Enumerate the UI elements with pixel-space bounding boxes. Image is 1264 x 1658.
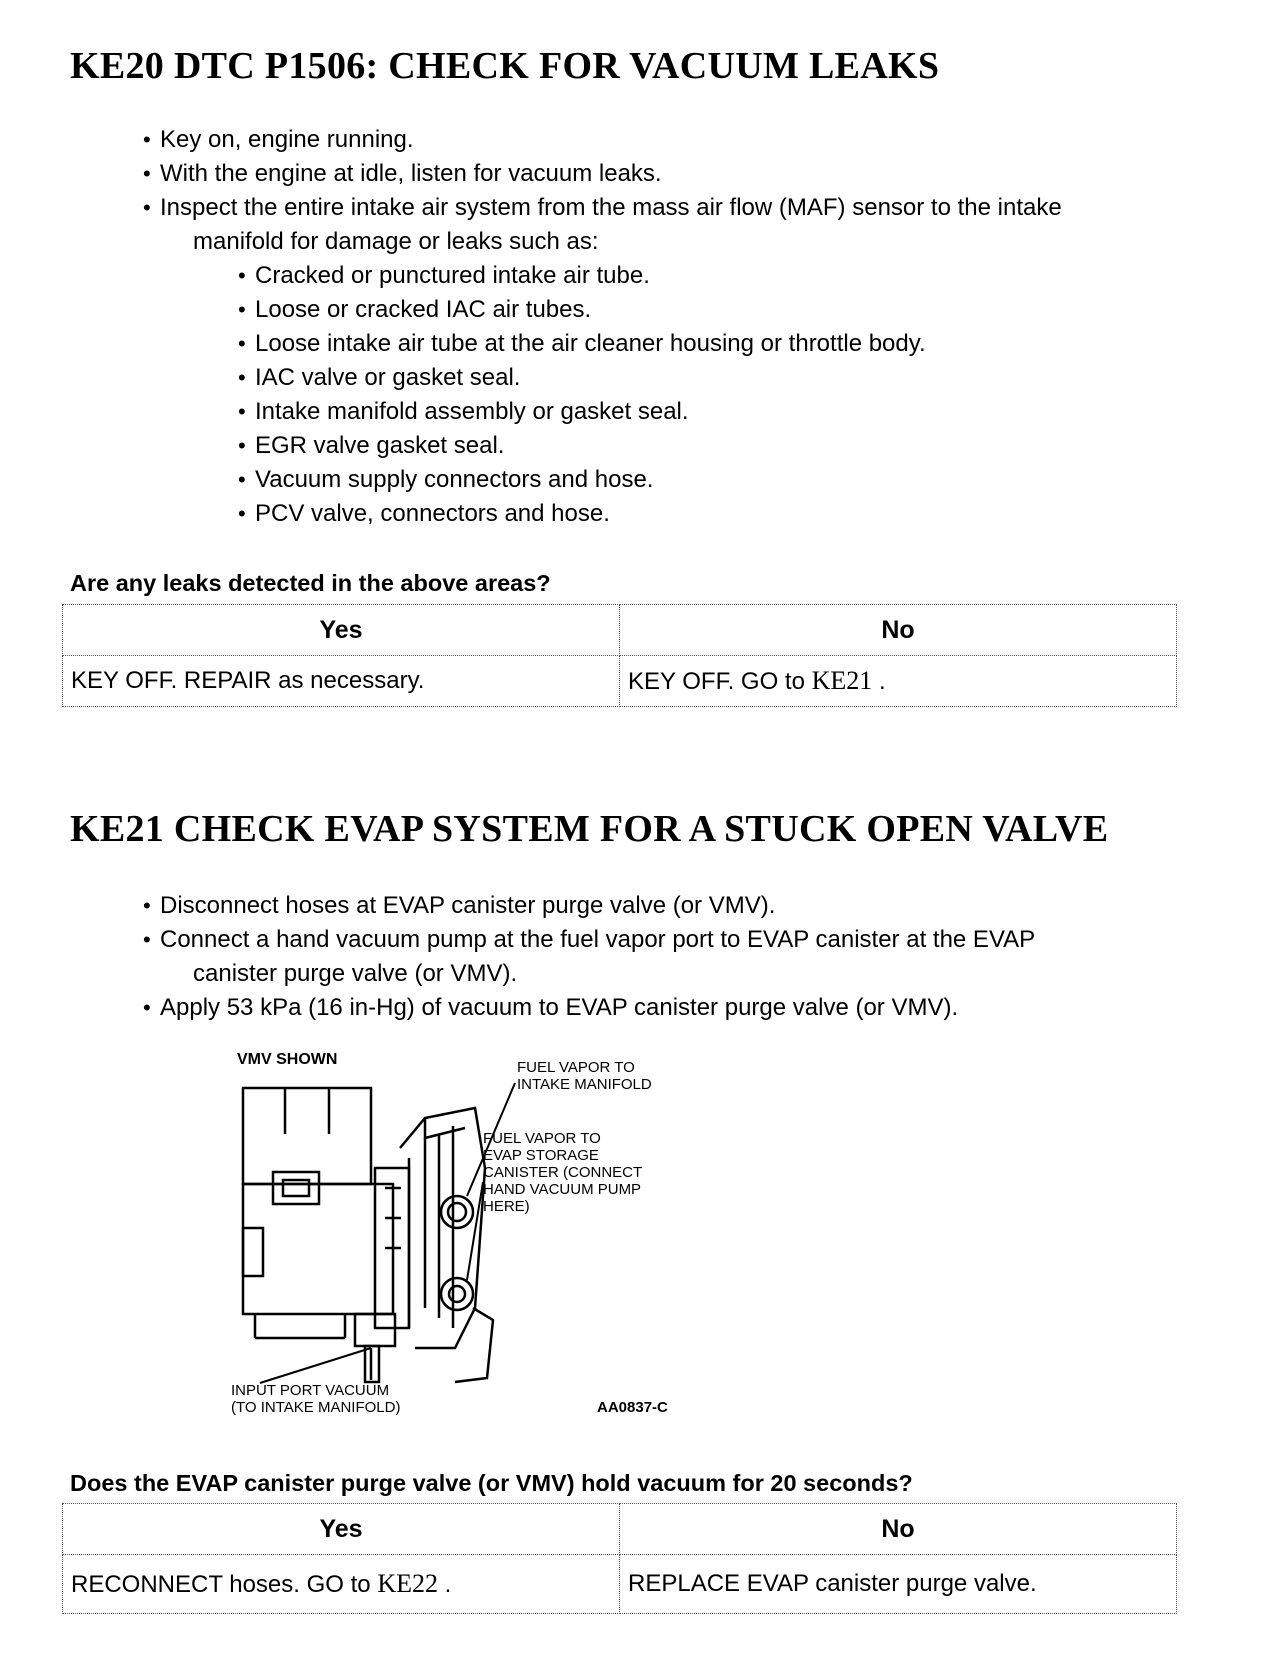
list-item: • IAC valve or gasket seal. (255, 361, 926, 395)
ke22-link[interactable]: KE22 (377, 1569, 438, 1598)
vmv-valve-illustration (243, 1088, 493, 1382)
yes-header: Yes (63, 1504, 620, 1555)
yes-cell (63, 1555, 620, 1614)
figure-code: AA0837-C (597, 1399, 668, 1416)
list-item: • Cracked or punctured intake air tube. (255, 259, 926, 293)
label-fuel-vapor-intake: FUEL VAPOR TO INTAKE MANIFOLD (517, 1059, 652, 1093)
no-cell-suffix: . (872, 668, 886, 695)
section1-answer-table (62, 604, 1177, 707)
table-row (63, 656, 1177, 707)
table-header-row (63, 1504, 1177, 1555)
label-input-port: INPUT PORT VACUUM (TO INTAKE MANIFOLD) (231, 1382, 401, 1416)
list-item: • Disconnect hoses at EVAP canister purge valve (or VMV). (160, 889, 1035, 923)
table-header-row (63, 605, 1177, 656)
list-item-continuation: canister purge valve (or VMV). (193, 960, 518, 987)
list-item: • Inspect the entire intake air system from the mass air flow (MAF) sensor to the intake (160, 191, 1062, 225)
yes-cell-suffix: . (437, 1571, 452, 1598)
list-item: • Loose or cracked IAC air tubes. (255, 293, 926, 327)
figure-title: VMV SHOWN (237, 1051, 338, 1068)
label-fuel-vapor-canister: FUEL VAPOR TO EVAP STORAGE CANISTER (CONNECT HAND VACUUM PUMP HERE) (483, 1130, 642, 1215)
list-item: • PCV valve, connectors and hose. (255, 497, 926, 531)
list-item: • Apply 53 kPa (16 in-Hg) of vacuum to EVAP canister purge valve (or VMV). (160, 991, 958, 1025)
list-item-continuation: manifold for damage or leaks such as: (193, 228, 599, 255)
list-item: • With the engine at idle, listen for vacuum leaks. (160, 157, 1062, 191)
no-cell (620, 656, 1177, 707)
no-cell: REPLACE EVAP canister purge valve. (620, 1555, 1177, 1614)
vmv-diagram (225, 1048, 745, 1438)
section1-question: Are any leaks detected in the above areas? (70, 570, 551, 596)
section2-bullet-list (160, 889, 1035, 957)
ke21-link[interactable]: KE21 (811, 666, 873, 695)
section2-question: Does the EVAP canister purge valve (or VMV) hold vacuum for 20 seconds? (70, 1470, 913, 1496)
section1-sub-bullet-list (255, 259, 926, 531)
list-item: • Key on, engine running. (160, 123, 1062, 157)
no-cell-text: KEY OFF. GO to (628, 668, 812, 695)
list-item: • Intake manifold assembly or gasket seal. (255, 395, 926, 429)
list-item: • Loose intake air tube at the air cleaner housing or throttle body. (255, 327, 926, 361)
yes-cell: KEY OFF. REPAIR as necessary. (63, 656, 620, 707)
list-item: • EGR valve gasket seal. (255, 429, 926, 463)
no-header: No (620, 605, 1177, 656)
no-header: No (620, 1504, 1177, 1555)
section1-title: KE20 DTC P1506: CHECK FOR VACUUM LEAKS (70, 45, 940, 87)
section2-title: KE21 CHECK EVAP SYSTEM FOR A STUCK OPEN VALVE (70, 808, 1109, 850)
section1-bullet-list (160, 123, 1062, 225)
table-row (63, 1555, 1177, 1614)
list-item: • Connect a hand vacuum pump at the fuel vapor port to EVAP canister at the EVAP (160, 923, 1035, 957)
section2-answer-table (62, 1503, 1177, 1614)
yes-cell-text: RECONNECT hoses. GO to (71, 1571, 378, 1598)
section2-bullet-list-cont (160, 991, 958, 1025)
list-item: • Vacuum supply connectors and hose. (255, 463, 926, 497)
yes-header: Yes (63, 605, 620, 656)
